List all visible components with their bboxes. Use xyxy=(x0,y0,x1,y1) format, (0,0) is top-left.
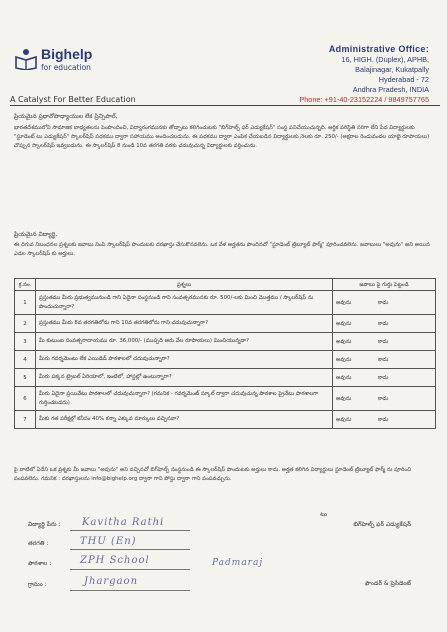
book-icon xyxy=(14,48,38,70)
header-divider xyxy=(10,105,440,106)
row-number: 3 xyxy=(15,333,36,351)
handwritten-village: Jhargaon xyxy=(84,576,139,587)
answer-cell xyxy=(333,315,436,333)
no-option[interactable]: కాదు xyxy=(378,356,389,363)
question-text: మీరు పక్కన ట్రైబల్ ఏరియాలో, ఇంటిలో, హాస్టల్లో ఉంటున్నారా? xyxy=(36,369,333,387)
name-label: విద్యార్థి పేరు : xyxy=(28,521,61,528)
handwritten-school-extra: Padmaraj xyxy=(212,558,264,568)
bighelp-logo xyxy=(14,46,134,76)
no-option[interactable]: కాదు xyxy=(378,320,389,327)
village-label: గ్రామం : xyxy=(28,581,47,588)
answer-cell xyxy=(333,291,436,315)
yes-option[interactable]: అవును xyxy=(336,356,352,363)
question-text: మీకు గత పరీక్షల్లో కనీసం 40% కన్నా ఎక్కువ మార్కులు వచ్చినవా? xyxy=(36,411,333,429)
row-number: 5 xyxy=(15,369,36,387)
address-line-3: Hyderabad - 72 xyxy=(378,75,429,84)
signature-to: టు xyxy=(320,511,327,518)
question-text: ప్రస్తుతము మీరు ప్రభుత్వమునుండి గాని ఏదైనా సంస్థనుండి గాని సంవత్సరమునకు రూ. 500/-లకు మించి మొత్తము / స్కాలర్‌షిప్ ను పొందుచున్నారా? xyxy=(36,291,333,315)
row-number: 4 xyxy=(15,351,36,369)
table-row xyxy=(15,411,436,429)
question-text: మీ కుటుంబ సంవత్సరాదాయము రూ. 36,000/- (ముప్పది ఆరు వేల రూపాయలు) మించియున్నదా? xyxy=(36,333,333,351)
table-row xyxy=(15,351,436,369)
village-field[interactable] xyxy=(70,590,190,591)
intro-paragraph: భారతదేశములోని సామాజిక బాధ్యతలను పెంపొందించి, విద్యారంగమునకు తోడ్పాటు కలిగించుటకు "బిగ్‌హెల్ప్ ఫర్ ఎడ్యుకేషన్" సంస్థ పనిచేయుచున్నది. ఆర్థిక పరిస్థితి సరిగా లేని పేద విద్యార్థులకు "స్టూడెంట్ టు ఎడ్యుకేషన్" స్కాలర్‌షిప్ పథకము ద్వారా సహాయము అందించబడును. ఈ పథకము ద్వారా ఎంపిక చేయబడిన విద్యార్థులకు నెలకు రూ. 250/- (అక్షరాల రెండువందల యాభై రూపాయలు) చొప్పున స్కాలర్‌షిప్ ఇవ్వబడును. ఈ స్కాలర్‌షిప్ 8 నుండి 10వ తరగతి వరకు చదువుచున్న విద్యార్థులకు వర్తించును. xyxy=(14,125,430,149)
yes-option[interactable]: అవును xyxy=(336,338,352,345)
brand-subtitle: for education xyxy=(41,63,91,72)
no-option[interactable]: కాదు xyxy=(378,374,389,381)
table-row xyxy=(15,387,436,411)
handwritten-name: Kavitha Rathi xyxy=(82,517,165,528)
instructions-paragraph: ఈ దిగువ నిబంధనల ప్రశ్నలకు జవాబు నింపి స్కాలర్‌షిప్ పొందుటకు దరఖాస్తు చేసుకొనవలెను. ఒక వేళ అర్హతను పొందినచో "స్టూడెంట్ ట్రిబ్యూట్ ఫార్మ్" పూరించవలెను. జవాబులు "అవును" అని అయిన ఎడల స్కాలర్‌షిప్ కు అర్హులు. xyxy=(14,242,430,257)
row-number: 2 xyxy=(15,315,36,333)
answer-cell xyxy=(333,411,436,429)
col-header-answer: జవాబు పై గుర్తు పెట్టండి xyxy=(333,279,436,291)
question-text: ప్రస్తుతము మీరు 8వ తరగతిలోను గాని 10వ తరగతిలోను గాని చదువుచున్నారా? xyxy=(36,315,333,333)
address-line-4: Andhra Pradesh, INDIA xyxy=(352,85,429,94)
yes-option[interactable]: అవును xyxy=(336,395,352,402)
class-field[interactable] xyxy=(70,549,190,550)
col-header-question: ప్రశ్నలు xyxy=(36,279,333,291)
yes-option[interactable]: అవును xyxy=(336,299,352,306)
brand-name: Bighelp xyxy=(41,46,93,62)
salutation-principal: ప్రియమైన ప్రధానోపాధ్యాయుల లేక ప్రిన్సిపాల్, xyxy=(14,113,118,120)
yes-option[interactable]: అవును xyxy=(336,320,352,327)
yes-option[interactable]: అవును xyxy=(336,374,352,381)
phone-number: Phone: +91-40-23152224 / 9849757765 xyxy=(299,95,429,104)
name-field[interactable] xyxy=(70,530,190,531)
address-line-2: Balajinagar, Kukatpally xyxy=(355,65,429,74)
yes-option[interactable]: అవును xyxy=(336,416,352,423)
row-number: 1 xyxy=(15,291,36,315)
eligibility-table xyxy=(14,278,436,429)
row-number: 7 xyxy=(15,411,36,429)
answer-cell xyxy=(333,387,436,411)
office-title: Administrative Office: xyxy=(328,44,429,54)
table-row xyxy=(15,369,436,387)
table-header-row xyxy=(15,279,436,291)
signature-organisation: బిగ్‌హెల్ప్ ఫర్ ఎడ్యుకేషన్ xyxy=(353,521,411,528)
no-option[interactable]: కాదు xyxy=(378,338,389,345)
tagline: A Catalyst For Better Education xyxy=(10,95,136,104)
col-header-sn: క్ర.సం. xyxy=(15,279,36,291)
handwritten-class: THU (En) xyxy=(80,536,137,547)
table-row xyxy=(15,291,436,315)
handwritten-school: ZPH School xyxy=(80,555,150,566)
school-label: పాఠశాల : xyxy=(28,560,52,567)
address-line-1: 16, HIGH. (Duplex), APHB, xyxy=(341,55,429,64)
question-text: మీరు గవర్నమెంటు లేక ఎయిడెడ్ పాఠశాలలో చదువుచున్నారా? xyxy=(36,351,333,369)
answer-cell xyxy=(333,333,436,351)
no-option[interactable]: కాదు xyxy=(378,395,389,402)
answer-cell xyxy=(333,351,436,369)
office-address xyxy=(229,44,429,105)
no-option[interactable]: కాదు xyxy=(378,299,389,306)
footnote-paragraph: పై వాటిలో ఏదేని ఒక ప్రశ్నకు మీ జవాబు "అవును" అని వచ్చినచో బిగ్‌హెల్ప్ సంస్థనుండి ఈ స్కాలర్‌షిప్ పొందుటకు అర్హులు కాదు. అర్హత కలిగిన విద్యార్థులు స్టూడెంట్ ట్రిబ్యూట్ ఫార్మ్ ను పూరించి పంపవలెను. గమనిక : దరఖాస్తులను info@bighelp.org ద్వారా గాని పోస్టు ద్వారా గాని పంపవచ్చును. xyxy=(14,467,412,482)
table-row xyxy=(15,315,436,333)
question-text: మీరు ఏదైనా ప్రయివేటు పాఠశాలలో చదువుచున్నారా? (గమనిక - గవర్నమెంట్ స్కూల్ ద్వారా చదువుచున్న పాఠశాల ప్రైవేటు పాఠశాలగా గుర్తించబడదు) xyxy=(36,387,333,411)
row-number: 6 xyxy=(15,387,36,411)
answer-cell xyxy=(333,369,436,387)
salutation-student: ప్రియమైన విద్యార్థి, xyxy=(14,231,58,238)
table-row xyxy=(15,333,436,351)
class-label: తరగతి : xyxy=(28,540,49,547)
school-field[interactable] xyxy=(70,569,190,570)
signature-role: ఫౌండర్ & ప్రెసిడెంట్ xyxy=(364,580,411,587)
no-option[interactable]: కాదు xyxy=(378,416,389,423)
